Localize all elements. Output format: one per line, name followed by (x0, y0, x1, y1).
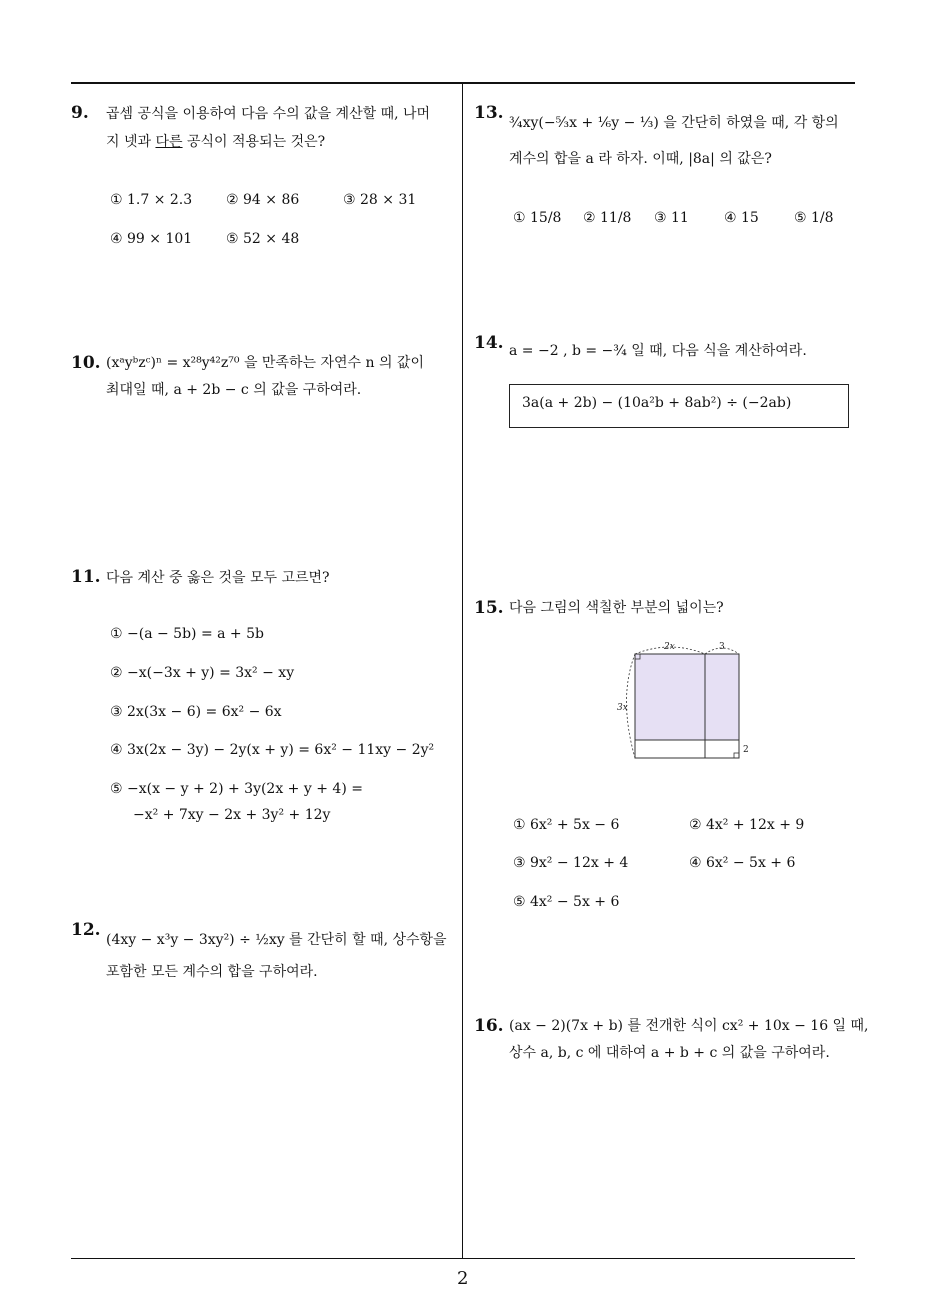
option-4[interactable]: ④ 3x(2x − 3y) − 2y(x + y) = 6x² − 11xy − 2y² (110, 742, 435, 758)
option-4[interactable]: ④ 99 × 101 (110, 231, 193, 247)
expression-box (509, 384, 849, 428)
question-number: 16. (474, 1016, 504, 1036)
label-left: 3x (617, 703, 628, 713)
option-3[interactable]: ③ 28 × 31 (343, 192, 417, 208)
question-number: 11. (71, 567, 101, 587)
question-number: 12. (71, 920, 101, 940)
option-2[interactable]: ② 4x² + 12x + 9 (689, 817, 805, 833)
column-divider (462, 84, 463, 1258)
expression: 3a(a + 2b) − (10a²b + 8ab²) ÷ (−2ab) (522, 395, 792, 411)
option-1[interactable]: ① 15/8 (513, 210, 562, 226)
option-3[interactable]: ③ 9x² − 12x + 4 (513, 855, 629, 871)
page-number: 2 (457, 1268, 469, 1289)
question-text-line1: ¾xy(−⁵⁄₃x + ⅙y − ⅓) 을 간단히 하였을 때, 각 항의 (509, 115, 839, 131)
text-segment: 공식이 적용되는 것은? (182, 134, 326, 150)
label-top-right: 3 (719, 642, 725, 652)
question-text-line2: 상수 a, b, c 에 대하여 a + b + c 의 값을 구하여라. (509, 1045, 830, 1061)
option-5[interactable]: ⑤ 4x² − 5x + 6 (513, 894, 620, 910)
option-2[interactable]: ② 11/8 (583, 210, 632, 226)
question-text: 다음 계산 중 옳은 것을 모두 고르면? (106, 570, 330, 586)
option-1[interactable]: ① 1.7 × 2.3 (110, 192, 193, 208)
bottom-rule (71, 1258, 855, 1259)
option-4[interactable]: ④ 15 (724, 210, 759, 226)
option-5-continuation: −x² + 7xy − 2x + 3y² + 12y (133, 807, 331, 823)
question-text: a = −2 , b = −¾ 일 때, 다음 식을 계산하여라. (509, 343, 807, 359)
question-text-line1: (xᵃyᵇzᶜ)ⁿ = x²⁸y⁴²z⁷⁰ 을 만족하는 자연수 n 의 값이 (106, 355, 424, 371)
question-text-line1: (ax − 2)(7x + b) 를 전개한 식이 cx² + 10x − 16 일 때, (509, 1018, 869, 1034)
underlined-word: 다른 (155, 134, 183, 150)
area-figure (610, 638, 760, 764)
option-4[interactable]: ④ 6x² − 5x + 6 (689, 855, 796, 871)
option-2[interactable]: ② 94 × 86 (226, 192, 300, 208)
option-1[interactable]: ① 6x² + 5x − 6 (513, 817, 620, 833)
question-number: 14. (474, 333, 504, 353)
option-3[interactable]: ③ 2x(3x − 6) = 6x² − 6x (110, 704, 282, 720)
question-number: 15. (474, 598, 504, 618)
option-2[interactable]: ② −x(−3x + y) = 3x² − xy (110, 665, 295, 681)
question-text-line2: 계수의 합을 a 라 하자. 이때, |8a| 의 값은? (509, 151, 772, 167)
question-text-line2 (106, 129, 325, 155)
text-segment: 지 넷과 (106, 134, 156, 150)
option-5[interactable]: ⑤ 52 × 48 (226, 231, 300, 247)
label-right: 2 (743, 745, 749, 755)
question-text-line2: 포함한 모든 계수의 합을 구하여라. (106, 964, 318, 980)
top-rule (71, 82, 855, 84)
option-5[interactable]: ⑤ 1/8 (794, 210, 834, 226)
label-top-left: 2x (664, 642, 675, 652)
option-5[interactable]: ⑤ −x(x − y + 2) + 3y(2x + y + 4) = (110, 781, 363, 797)
question-text-line1: (4xy − x³y − 3xy²) ÷ ½xy 를 간단히 할 때, 상수항을 (106, 932, 447, 948)
question-number: 13. (474, 103, 504, 123)
question-number: 10. (71, 353, 101, 373)
shaded-region (635, 654, 739, 740)
question-text-line2: 최대일 때, a + 2b − c 의 값을 구하여라. (106, 382, 362, 398)
question-text-line1: 곱셈 공식을 이용하여 다음 수의 값을 계산할 때, 나머 (106, 106, 431, 122)
question-text: 다음 그림의 색칠한 부분의 넓이는? (509, 600, 724, 616)
option-1[interactable]: ① −(a − 5b) = a + 5b (110, 626, 264, 642)
question-number: 9. (71, 103, 89, 123)
option-3[interactable]: ③ 11 (654, 210, 689, 226)
right-angle-marker (734, 753, 739, 758)
